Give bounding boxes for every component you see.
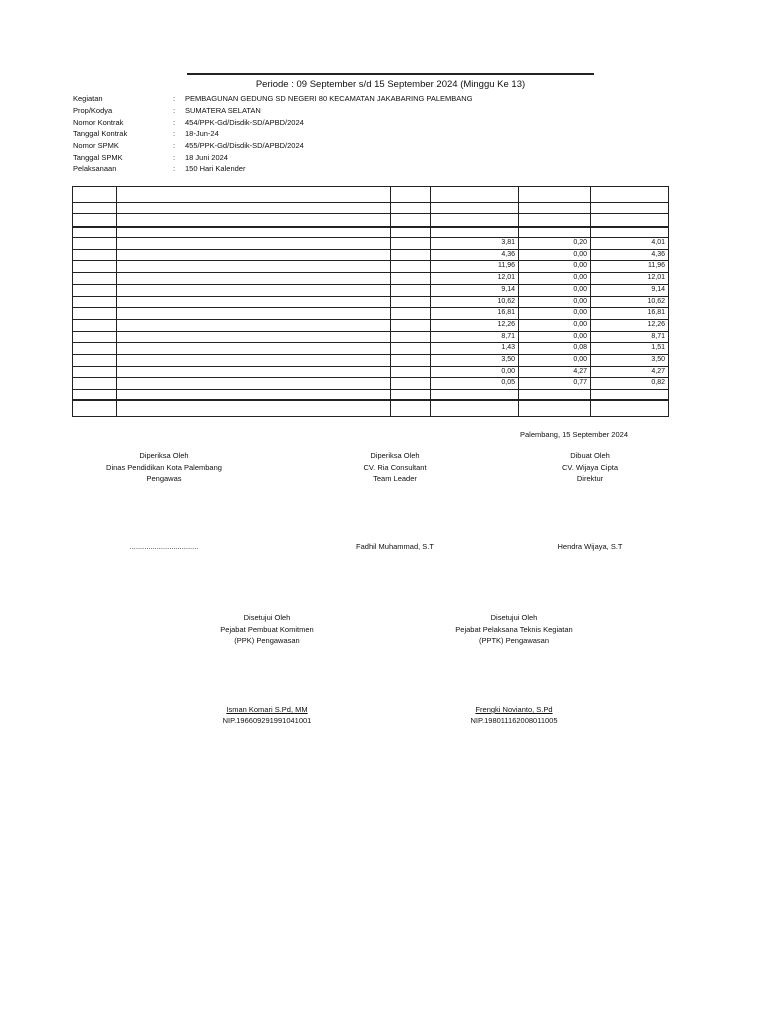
info-row (73, 151, 473, 163)
info-value: PEMBAGUNAN GEDUNG SD NEGERI 80 KECAMATAN JAKABARING PALEMBANG (185, 94, 473, 104)
info-row (73, 163, 473, 175)
table-column-line (590, 186, 591, 417)
table-cell: 0,77 (573, 379, 587, 387)
signature-name-text: Isman Komari S.Pd, MM (226, 705, 308, 714)
table-footer-line (72, 399, 669, 401)
info-row (73, 93, 473, 105)
signature-name-text: Hendra Wijaya, S.T (557, 542, 623, 551)
signature-role-line: Diperiksa Oleh (370, 451, 420, 460)
info-label: Prop/Kodya (73, 106, 113, 116)
signature-block (295, 450, 495, 485)
signature-block (490, 450, 690, 485)
info-value: SUMATERA SELATAN (185, 106, 261, 116)
project-info (73, 93, 473, 175)
table-cell: 1,43 (501, 344, 515, 352)
table-cell: 0,00 (573, 309, 587, 317)
info-colon: : (173, 106, 176, 116)
info-row (73, 105, 473, 117)
table-cell: 4,36 (501, 250, 515, 258)
info-value: 454/PPK-Gd/Disdik-SD/APBD/2024 (185, 117, 304, 127)
table-column-line (116, 186, 117, 417)
table-cell: 4,27 (573, 367, 587, 375)
signature-role-line: Pengawas (146, 474, 182, 484)
table-cell: 12,26 (647, 320, 665, 328)
signature-name-text: Fadhil Muhammad, S.T (356, 542, 434, 551)
signature-name (295, 541, 495, 553)
table-cell: 8,71 (651, 332, 665, 340)
table-cell: 4,01 (651, 239, 665, 246)
table-cell: 1,51 (651, 344, 665, 352)
date-place: Palembang, 15 September 2024 (520, 430, 628, 439)
signature-name (64, 541, 264, 553)
table-column-line (518, 186, 519, 417)
signature-role-line: Disetujui Oleh (243, 613, 291, 622)
table-cell: 0,05 (501, 379, 515, 387)
info-value: 18-Jun-24 (185, 129, 219, 139)
signature-role-line: (PPK) Pengawasan (234, 636, 300, 646)
signature-block (414, 612, 614, 647)
table-cell: 4,36 (651, 250, 665, 258)
signature-block (64, 450, 264, 485)
signature-role-line: Dibuat Oleh (570, 451, 610, 460)
info-value: 455/PPK-Gd/Disdik-SD/APBD/2024 (185, 141, 304, 151)
info-row (73, 116, 473, 128)
signature-role-line: Diperiksa Oleh (139, 451, 189, 460)
signature-role-line: CV. Wijaya Cipta (562, 462, 618, 472)
table-cell: 3,50 (651, 356, 665, 363)
signature-nip: NIP.196609291991041001 (222, 716, 312, 725)
table-column-line (390, 186, 391, 417)
signature-role-line: (PPTK) Pengawasan (478, 636, 550, 646)
info-value: 18 Juni 2024 (185, 152, 228, 162)
table-header-line (72, 202, 669, 203)
signature-role-line: Dinas Pendidikan Kota Palembang (106, 462, 222, 472)
table-cell: 3,50 (501, 356, 515, 363)
table-column-line (430, 186, 431, 417)
table-header-line (72, 226, 669, 228)
table-cell: 9,14 (651, 285, 665, 293)
signature-name (490, 541, 690, 553)
table-cell: 0,00 (573, 320, 587, 328)
info-colon: : (173, 164, 176, 174)
table-cell: 0,00 (573, 332, 587, 340)
info-colon: : (173, 129, 176, 139)
info-label: Tanggal Kontrak (73, 129, 128, 139)
table-cell: 16,81 (647, 309, 665, 317)
signature-role-line: Pejabat Pelaksana Teknis Kegiatan (455, 624, 573, 634)
info-value: 150 Hari Kalender (185, 164, 246, 174)
table-cell: 0,00 (573, 250, 587, 258)
table-cell: 3,81 (501, 239, 515, 246)
info-label: Tanggal SPMK (73, 152, 123, 162)
table-cell: 9,14 (501, 285, 515, 293)
info-colon: : (173, 141, 176, 151)
signature-nip: NIP.198011162008011005 (470, 716, 558, 725)
table-cell: 0,08 (573, 344, 587, 352)
signature-role-line: CV. Ria Consultant (363, 462, 427, 472)
info-label: Nomor Kontrak (73, 117, 124, 127)
table-cell: 0,00 (573, 356, 587, 363)
table-cell: 11,96 (648, 262, 665, 270)
info-colon: : (173, 117, 176, 127)
table-cell: 0,00 (573, 285, 587, 293)
table-cell: 0,00 (501, 367, 515, 375)
table-cell: 0,82 (651, 379, 665, 387)
table-cell: 4,27 (651, 367, 665, 375)
progress-table (72, 186, 669, 417)
title-rule (187, 73, 594, 75)
info-colon: : (173, 94, 176, 104)
signature-name-text: ................................. (129, 542, 199, 551)
table-cell: 16,81 (497, 309, 515, 317)
table-cell: 12,01 (647, 274, 665, 282)
info-label: Pelaksanaan (73, 164, 117, 174)
signature-role-line: Pejabat Pembuat Komitmen (220, 624, 314, 634)
signature-name-text: Frengki Novianto, S.Pd (475, 705, 553, 714)
table-cell: 0,20 (573, 239, 587, 246)
period-title: Periode : 09 September s/d 15 September 2024 (Minggu Ke 13) (255, 79, 526, 90)
table-header-line (72, 213, 669, 214)
signature-name (414, 704, 614, 716)
table-cell: 10,62 (647, 297, 665, 305)
signature-role-line: Disetujui Oleh (490, 613, 538, 622)
table-cell: 8,71 (501, 332, 515, 340)
table-cell: 12,26 (497, 320, 515, 328)
table-row-line (72, 389, 669, 390)
signature-role-line: Team Leader (373, 474, 417, 484)
info-row (73, 128, 473, 140)
signature-role-line: Direktur (576, 474, 604, 484)
table-cell: 11,96 (498, 262, 515, 270)
info-row (73, 140, 473, 152)
table-cell: 0,00 (573, 262, 587, 270)
info-colon: : (173, 152, 176, 162)
table-cell: 0,00 (573, 274, 587, 282)
signature-name (167, 704, 367, 716)
info-label: Kegiatan (73, 94, 103, 104)
signature-block (167, 612, 367, 647)
table-cell: 0,00 (573, 297, 587, 305)
table-cell: 12,01 (497, 274, 515, 282)
info-label: Nomor SPMK (73, 141, 119, 151)
table-cell: 10,62 (497, 297, 515, 305)
